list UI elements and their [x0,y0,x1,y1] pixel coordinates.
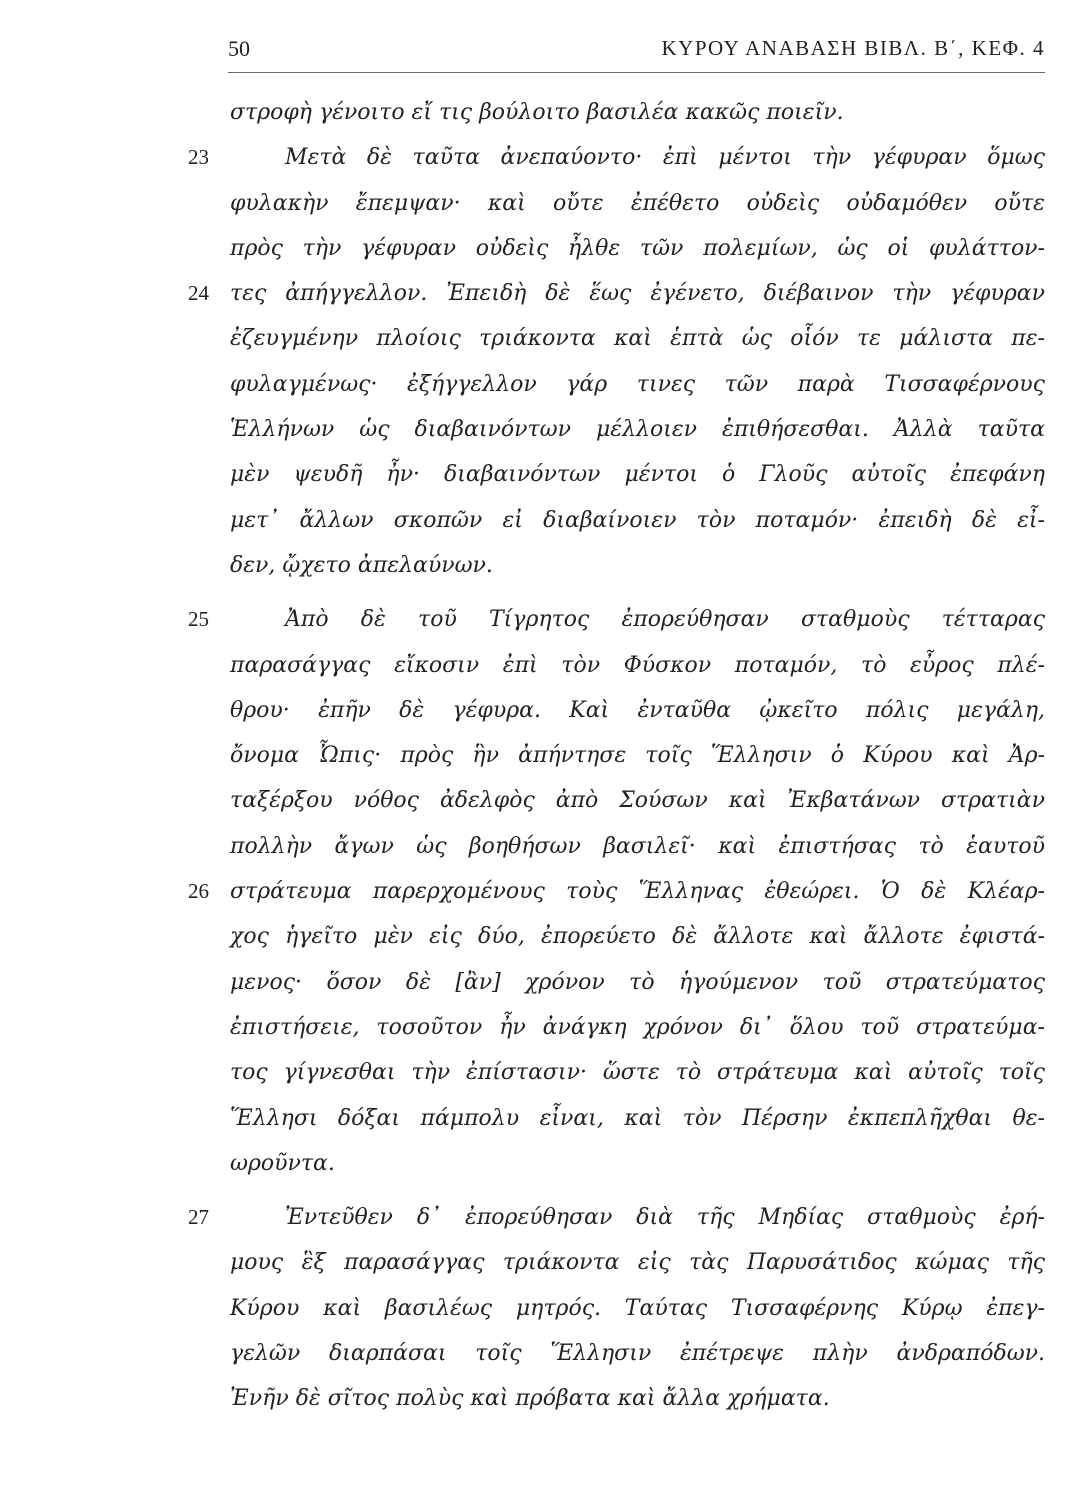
line-text: πολλὴν ἄγων ὡς βοηθήσων βασιλεῖ· καὶ ἐπιστήσας τὸ ἑαυτοῦ [230,833,1045,859]
text-line [230,316,1045,361]
text-line [230,362,1045,407]
text-line [230,688,1045,733]
text-line [230,914,1045,959]
line-text: μὲν ψευδῆ ἦν· διαβαινόντων μέντοι ὁ Γλοῦς αὐτοῖς ἐπεφάνη [230,462,1045,488]
text-line [188,135,1045,180]
line-text: Ἀπὸ δὲ τοῦ Τίγρητος ἐπορεύθησαν σταθμοὺς τέτταρας [285,607,1045,633]
text-line [230,543,1045,588]
text-line [230,1096,1045,1141]
text-line [188,1195,1045,1240]
text-line [230,1286,1045,1331]
text-line [230,452,1045,497]
text-line [230,824,1045,869]
line-text: ωροῦντα. [230,1150,335,1176]
line-text: Ἐνῆν δὲ σῖτος πολὺς καὶ πρόβατα καὶ ἄλλα χρήματα. [230,1386,830,1412]
text-line [230,181,1045,226]
text-line [230,1331,1045,1376]
line-text: Κύρου καὶ βασιλέως μητρός. Ταύτας Τισσαφέρνης Κύρῳ ἐπεγ- [230,1295,1045,1321]
text-line [188,271,1045,316]
line-text: δεν, ᾤχετο ἀπελαύνων. [230,552,493,578]
text-line [230,498,1045,543]
line-text: τος γίγνεσθαι τὴν ἐπίστασιν· ὥστε τὸ στράτευμα καὶ αὐτοῖς τοῖς [230,1060,1045,1086]
section-number: 23 [188,145,209,170]
line-text: ἐπιστήσειε, τοσοῦτον ἦν ἀνάγκη χρόνον δι᾽ ὅλου τοῦ στρατεύμα- [230,1014,1045,1040]
line-text: ἐζευγμένην πλοίοις τριάκοντα καὶ ἑπτὰ ὡς οἷόν τε μάλιστα πε- [230,326,1045,352]
line-text: Ἐντεῦθεν δ᾽ ἐπορεύθησαν διὰ τῆς Μηδίας σταθμοὺς ἐρή- [285,1205,1045,1231]
text-line [230,778,1045,823]
line-text: μους ἓξ παρασάγγας τριάκοντα εἰς τὰς Παρυσάτιδος κώμας τῆς [230,1250,1045,1276]
text-line [230,90,1045,135]
running-title: ΚΥΡΟΥ ΑΝΑΒΑΣΗ ΒΙΒΛ. Β΄, ΚΕΦ. 4 [661,36,1045,60]
line-text: πρὸς τὴν γέφυραν οὐδεὶς ἦλθε τῶν πολεμίων, ὡς οἱ φυλάττον- [230,235,1045,261]
running-header [228,32,1045,73]
line-text: ταξέρξου νόθος ἀδελφὸς ἀπὸ Σούσων καὶ Ἐκβατάνων στρατιὰν [230,788,1045,814]
text-line [230,643,1045,688]
section-number: 26 [188,879,209,904]
page-body [188,90,1045,1422]
text-line [230,226,1045,271]
section-number: 24 [188,281,209,306]
line-text: γελῶν διαρπάσαι τοῖς Ἕλλησιν ἐπέτρεψε πλὴν ἀνδραπόδων. [230,1341,1045,1367]
text-line [230,733,1045,778]
line-text: Ἕλλησι δόξαι πάμπολυ εἶναι, καὶ τὸν Πέρσην ἐκπεπλῆχθαι θε- [230,1105,1045,1131]
text-line [230,407,1045,452]
text-line [230,960,1045,1005]
line-text: στράτευμα παρερχομένους τοὺς Ἕλληνας ἐθεώρει. Ὁ δὲ Κλέαρ- [230,879,1045,905]
text-line [230,1005,1045,1050]
section-number: 27 [188,1205,209,1230]
line-text: Ἑλλήνων ὡς διαβαινόντων μέλλοιεν ἐπιθήσεσθαι. Ἀλλὰ ταῦτα [230,417,1045,443]
line-text: φυλαγμένως· ἐξήγγελλον γάρ τινες τῶν παρὰ Τισσαφέρνους [230,371,1045,397]
line-text: ὄνομα Ὦπις· πρὸς ἣν ἀπήντησε τοῖς Ἕλλησιν ὁ Κύρου καὶ Ἀρ- [230,743,1045,769]
line-text: παρασάγγας εἴκοσιν ἐπὶ τὸν Φύσκον ποταμόν, τὸ εὖρος πλέ- [230,652,1045,678]
line-text: θρου· ἐπῆν δὲ γέφυρα. Καὶ ἐνταῦθα ᾠκεῖτο πόλις μεγάλη, [230,697,1045,723]
line-text: μενος· ὅσον δὲ [ἂν] χρόνον τὸ ἡγούμενον τοῦ στρατεύματος [230,969,1045,995]
line-text: Μετὰ δὲ ταῦτα ἀνεπαύοντο· ἐπὶ μέντοι τὴν γέφυραν ὅμως [285,145,1045,171]
text-line [230,1240,1045,1285]
text-line [188,869,1045,914]
line-text: μετ᾽ ἄλλων σκοπῶν εἰ διαβαίνοιεν τὸν ποταμόν· ἐπειδὴ δὲ εἶ- [230,507,1045,533]
line-text: φυλακὴν ἔπεμψαν· καὶ οὔτε ἐπέθετο οὐδεὶς οὐδαμόθεν οὔτε [230,190,1045,216]
line-text: στροφὴ γένοιτο εἴ τις βούλοιτο βασιλέα κακῶς ποιεῖν. [230,100,844,125]
text-line [188,597,1045,642]
text-line [230,1050,1045,1095]
text-line [230,1376,1045,1421]
text-line [230,1141,1045,1186]
section-number: 25 [188,607,209,632]
page-number: 50 [228,36,250,61]
line-text: χος ἡγεῖτο μὲν εἰς δύο, ἐπορεύετο δὲ ἄλλοτε καὶ ἄλλοτε ἐφιστά- [230,924,1045,950]
line-text: τες ἀπήγγελλον. Ἐπειδὴ δὲ ἕως ἐγένετο, διέβαινον τὴν γέφυραν [230,281,1045,307]
